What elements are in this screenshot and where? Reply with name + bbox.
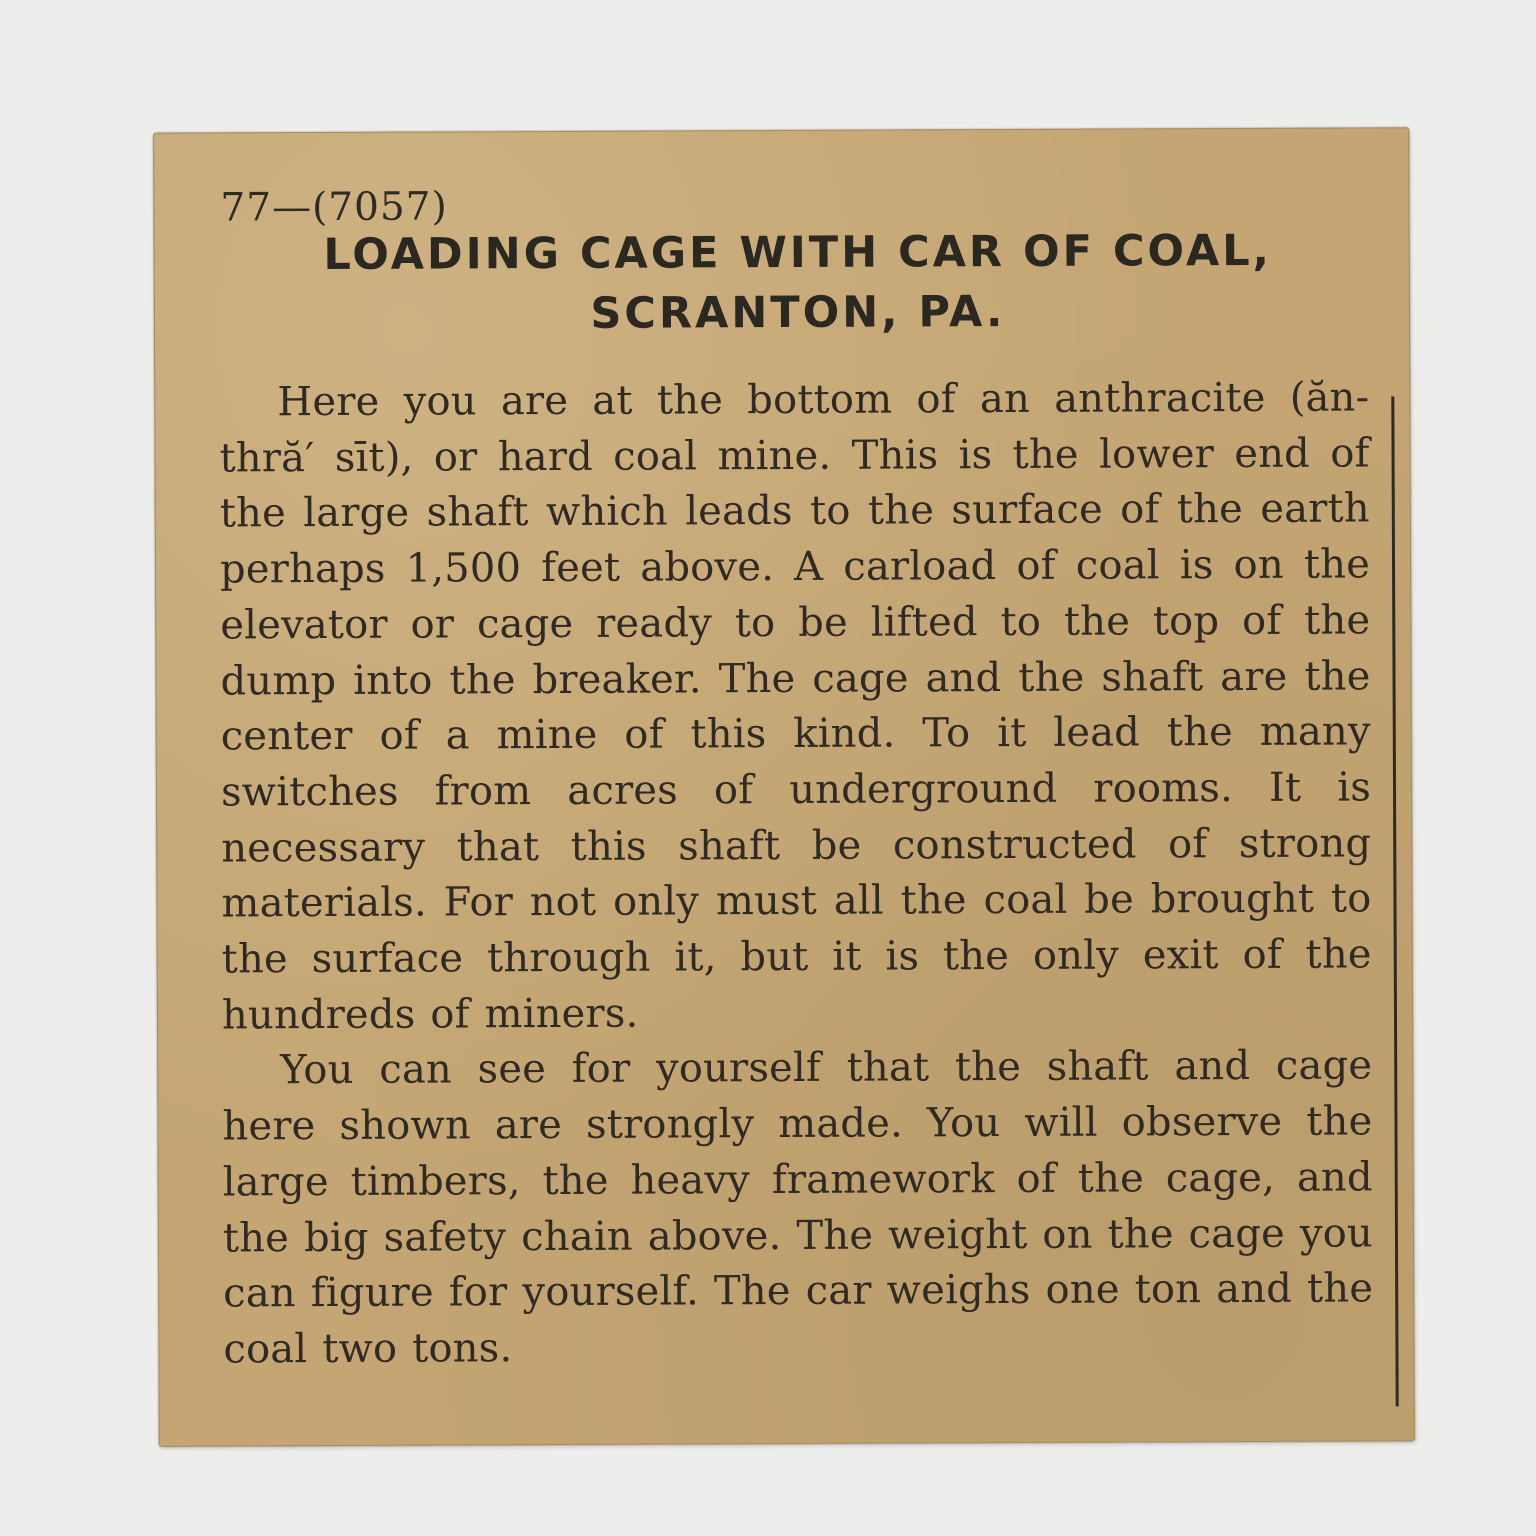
title-line-1: LOADING CAGE WITH CAR OF COAL,	[323, 225, 1273, 281]
title-line-2: SCRANTON, PA.	[590, 287, 1006, 339]
vertical-rule	[1391, 396, 1398, 1406]
body-paragraph-1: Here you are at the bottom of an anthracite (ăn-thră′ sīt), or hard coal mine. This is the lower end of the large shaft which leads to the surface of the earth perhaps 1,500 feet above. A carload of coal is on the elevator or cage ready to be lifted to the top of the dump into the breaker. The cage and the shaft are the center of a mine of this kind. To it lead the many switches from acres of underground rooms. It is necessary that this shaft be constructed of strong materials. For not only must all the coal be brought to the surface through it, but it is the only exit of the hundreds of miners.	[219, 374, 1372, 1039]
body-paragraph-2: You can see for yourself that the shaft and cage here shown are strongly made. You will observe the large timbers, the heavy framework of the cage, and the big safety chain above. The weight on the cage you can figure for yourself. The car weighs one ton and the coal two tons.	[222, 1042, 1374, 1373]
card-body	[219, 370, 1373, 1378]
stereograph-card	[153, 127, 1415, 1446]
card-number: 77—(7057)	[220, 184, 448, 231]
card-title	[223, 220, 1374, 345]
